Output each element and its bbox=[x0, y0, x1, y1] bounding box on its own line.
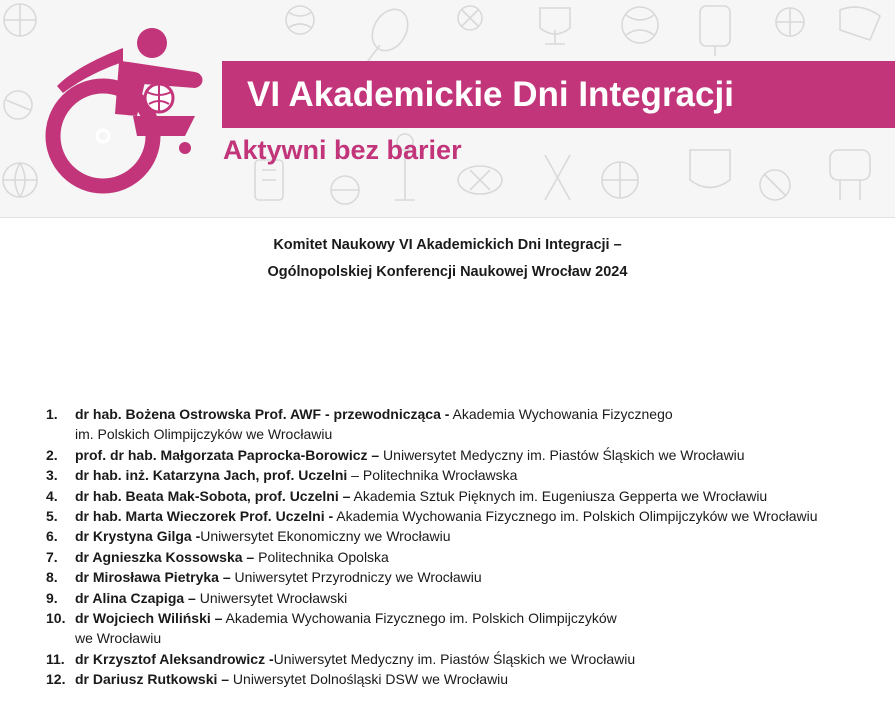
item-number: 2. bbox=[46, 446, 58, 463]
member-name: dr Krystyna Gilga - bbox=[75, 528, 201, 545]
member-affiliation: Akademia Wychowania Fizycznego im. Polskich Olimpijczyków bbox=[222, 610, 617, 627]
item-number: 4. bbox=[46, 487, 58, 504]
item-number: 12. bbox=[46, 671, 66, 688]
item-number: 8. bbox=[46, 569, 58, 586]
list-item bbox=[0, 506, 895, 526]
member-affiliation: Uniwersytet Medyczny im. Piastów Śląskich we Wrocławiu bbox=[273, 650, 636, 667]
member-name: dr Krzysztof Aleksandrowicz - bbox=[75, 650, 274, 667]
list-item bbox=[0, 649, 895, 669]
member-affiliation: Akademia Wychowania Fizycznego im. Polskich Olimpijczyków we Wrocławiu bbox=[333, 508, 818, 525]
list-item bbox=[0, 486, 895, 506]
document-title bbox=[0, 232, 895, 286]
member-name: dr hab. inż. Katarzyna Jach, prof. Uczelni bbox=[75, 467, 348, 484]
member-name: dr hab. Bożena Ostrowska Prof. AWF - przewodnicząca - bbox=[75, 406, 450, 422]
member-affiliation: Uniwersytet Wrocławski bbox=[195, 589, 348, 606]
member-name: dr Alina Czapiga – bbox=[75, 589, 196, 606]
event-title-banner: VI Akademickie Dni Integracji bbox=[222, 61, 895, 128]
item-number: 7. bbox=[46, 548, 58, 565]
document-title-line-1: Komitet Naukowy VI Akademickich Dni Integracji – bbox=[273, 237, 622, 253]
member-affiliation: – Politechnika Wrocławska bbox=[347, 467, 518, 484]
member-affiliation: Uniwersytet Przyrodniczy we Wrocławiu bbox=[230, 569, 482, 586]
item-number: 6. bbox=[46, 528, 58, 545]
list-item bbox=[0, 445, 895, 465]
member-affiliation: Uniwersytet Dolnośląski DSW we Wrocławiu bbox=[229, 671, 509, 688]
list-item bbox=[0, 567, 895, 587]
document-title-line-2: Ogólnopolskiej Konferencji Naukowej Wrocław 2024 bbox=[267, 264, 628, 280]
member-name: dr Mirosława Pietryka – bbox=[75, 569, 231, 586]
item-number: 5. bbox=[46, 508, 58, 525]
list-item bbox=[0, 608, 895, 649]
member-name: prof. dr hab. Małgorzata Paprocka-Borowicz – bbox=[75, 446, 380, 463]
item-number: 3. bbox=[46, 467, 58, 484]
member-affiliation: Uniwersytet Ekonomiczny we Wrocławiu bbox=[200, 528, 451, 545]
wheelchair-athlete-logo-icon bbox=[45, 20, 230, 195]
member-affiliation: Uniwersytet Medyczny im. Piastów Śląskich we Wrocławiu bbox=[379, 446, 745, 463]
list-item bbox=[0, 526, 895, 546]
list-item bbox=[0, 547, 895, 567]
list-item bbox=[0, 588, 895, 608]
item-number: 9. bbox=[46, 589, 58, 606]
item-number: 11. bbox=[46, 650, 65, 667]
member-affiliation: Akademia Sztuk Pięknych im. Eugeniusza Gepperta we Wrocławiu bbox=[350, 487, 768, 504]
list-item bbox=[0, 465, 895, 485]
member-affiliation-continued: we Wrocławiu bbox=[75, 630, 162, 647]
event-tagline: Aktywni bez barier bbox=[223, 135, 462, 165]
member-affiliation: Politechnika Opolska bbox=[254, 548, 389, 565]
member-name: dr Wojciech Wiliński – bbox=[75, 610, 223, 627]
item-number: 1. bbox=[46, 406, 58, 422]
member-affiliation-continued: im. Polskich Olimpijczyków we Wrocławiu bbox=[75, 426, 333, 443]
member-name: dr hab. Beata Mak-Sobota, prof. Uczelni – bbox=[75, 487, 351, 504]
committee-members-list bbox=[0, 404, 895, 690]
list-item bbox=[0, 404, 895, 445]
item-number: 10. bbox=[46, 610, 66, 627]
header-divider bbox=[0, 217, 895, 218]
member-name: dr Dariusz Rutkowski – bbox=[75, 671, 230, 688]
member-affiliation: Akademia Wychowania Fizycznego bbox=[449, 406, 673, 422]
member-name: dr hab. Marta Wieczorek Prof. Uczelni - bbox=[75, 508, 334, 525]
header-banner-area bbox=[0, 0, 895, 218]
member-name: dr Agnieszka Kossowska – bbox=[75, 548, 255, 565]
list-item bbox=[0, 669, 895, 689]
